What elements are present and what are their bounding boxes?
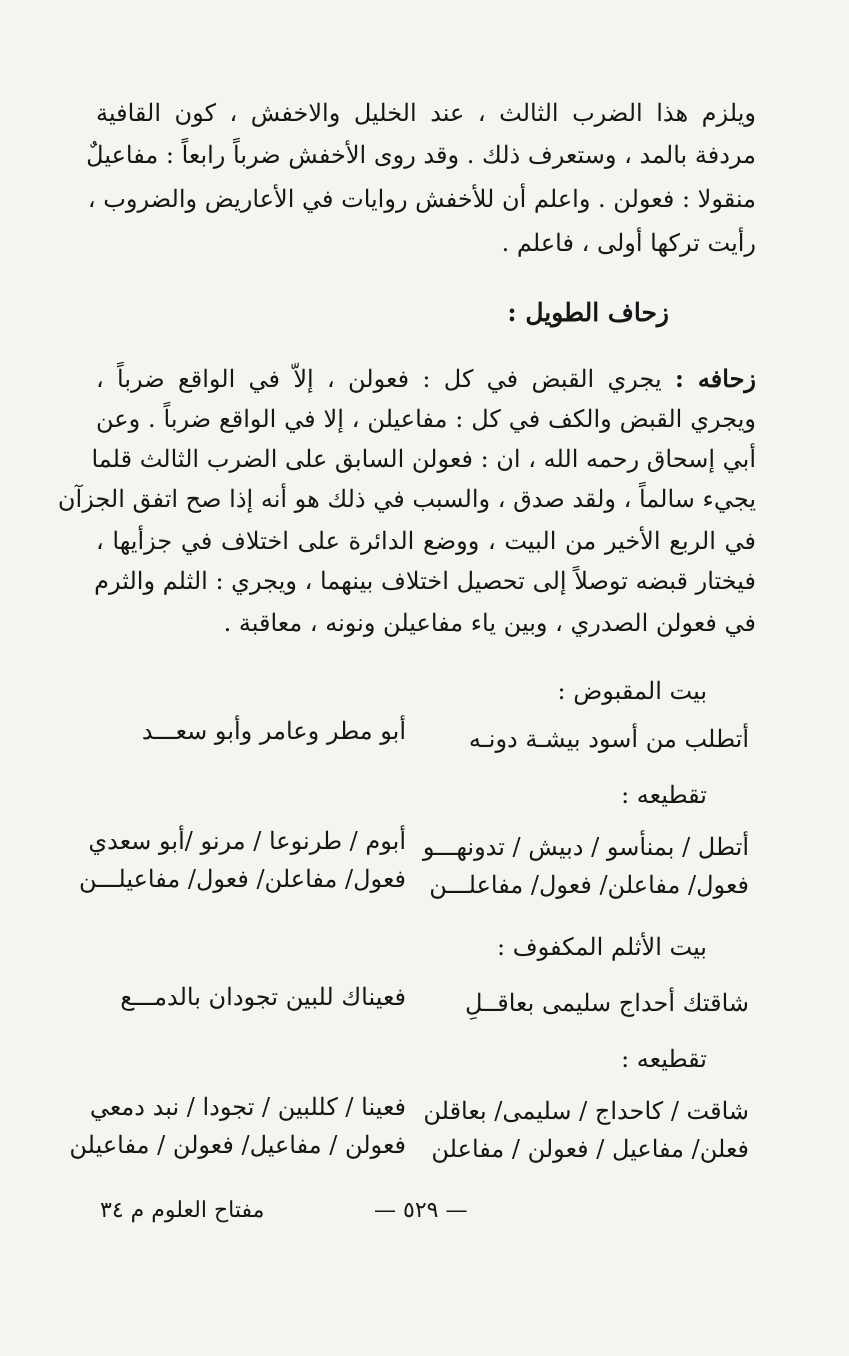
example1-feet-first-half: فعول/ مفاعلن/ فعول/ مفاعلـــن bbox=[429, 871, 749, 899]
book-signature: مفتاح العلوم م ٣٤ bbox=[100, 1198, 265, 1223]
intro-line-4: رأيت تركها أولى ، فاعلم . bbox=[501, 229, 756, 257]
example2-feet-second-half: فعولن / مفاعيل/ فعولن / مفاعيلن bbox=[69, 1131, 406, 1159]
example2-scan-first-half: شاقت / كاحداج / سليمى/ بعاقلن bbox=[423, 1097, 749, 1125]
page-number: — ٥٢٩ — bbox=[374, 1198, 468, 1223]
example1-scan-first-half: أتطل / بمنأسو / دبيش / تدونهـــو bbox=[422, 833, 749, 861]
example2-verse-second-half: فعيناك للبين تجودان بالدمـــع bbox=[120, 983, 406, 1011]
example1-verse-second-half: أبو مطر وعامر وأبو سعـــد bbox=[141, 717, 406, 745]
example2-scansion-label: تقطيعه : bbox=[621, 1045, 707, 1073]
example1-scansion-label: تقطيعه : bbox=[621, 781, 707, 809]
zihaf-line-1 bbox=[96, 360, 756, 398]
example1-label: بيت المقبوض : bbox=[557, 677, 707, 705]
section-title: زحاف الطويل : bbox=[507, 298, 669, 327]
zihaf-line-5: في الربع الأخير من البيت ، ووضع الدائرة على اختلاف في جزأيها ، bbox=[96, 527, 756, 555]
example1-verse-first-half: أتطلب من أسود بيشـة دونـه bbox=[468, 725, 749, 753]
zihaf-line-6: فيختار قبضه توصلاً إلى تحصيل اختلاف بينهما ، ويجري : الثلم والثرم bbox=[94, 567, 756, 595]
example2-feet-first-half: فعلن/ مفاعيل / فعولن / مفاعلن bbox=[431, 1135, 749, 1163]
example1-feet-second-half: فعول/ مفاعلن/ فعول/ مفاعيلـــن bbox=[79, 865, 406, 893]
example1-scan-second-half: أبوم / طرنوعا / مرنو /أبو سعدي bbox=[88, 827, 406, 855]
zihaf-line-7: في فعولن الصدري ، وبين ياء مفاعيلن ونونه ، معاقبة . bbox=[223, 609, 756, 637]
intro-line-2: مردفة بالمد ، وستعرف ذلك . وقد روى الأخفش ضرباً رابعاً : مفاعيلٌ bbox=[86, 141, 756, 169]
zihaf-line-4: يجيء سالماً ، ولقد صدق ، والسبب في ذلك هو أنه إذا صح اتفق الجزآن bbox=[57, 485, 756, 513]
intro-line-3: منقولا : فعولن . واعلم أن للأخفش روايات في الأعاريض والضروب ، bbox=[87, 185, 756, 213]
zihaf-line-3: أبي إسحاق رحمه الله ، ان : فعولن السابق على الضرب الثالث قلما bbox=[91, 445, 756, 473]
intro-line-1: ويلزم هذا الضرب الثالث ، عند الخليل والاخفش ، كون القافية bbox=[96, 99, 756, 127]
example2-verse-first-half: شاقتك أحداج سليمى بعاقــلِ bbox=[465, 989, 749, 1017]
example2-scan-second-half: فعينا / كللبين / تجودا / نبد دمعي bbox=[89, 1093, 406, 1121]
zihaf-line-1-text: يجري القبض في كل : فعولن ، إلاّ في الواقع ضرباً ، bbox=[96, 365, 662, 393]
zihaf-lead: زحافه : bbox=[675, 364, 756, 393]
zihaf-line-2: ويجري القبض والكف في كل : مفاعيلن ، إلا في الواقع ضرباً . وعن bbox=[96, 405, 756, 433]
example2-label: بيت الأثلم المكفوف : bbox=[497, 933, 707, 961]
